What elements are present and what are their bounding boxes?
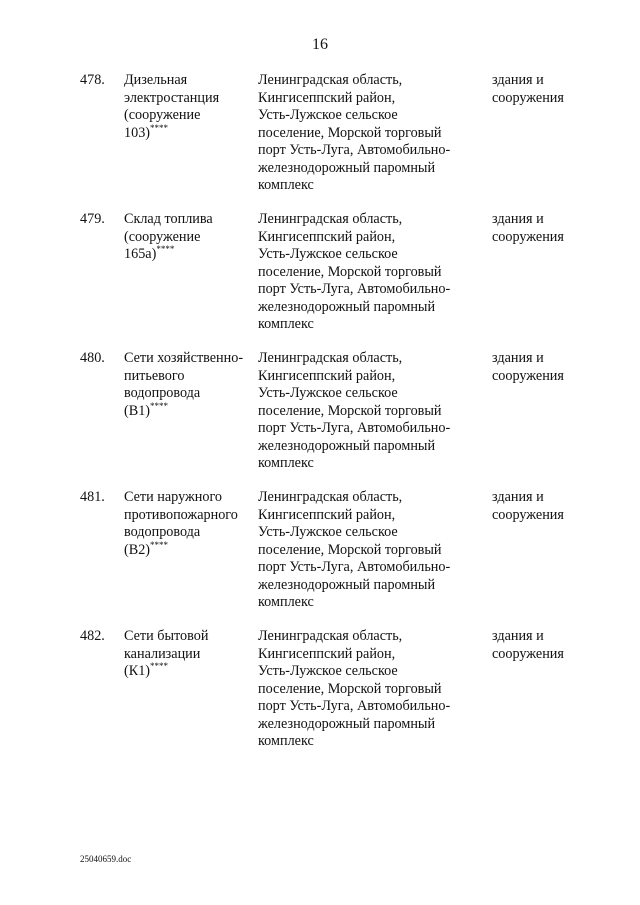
entry-name-text: Дизельная электростанция (сооружение 103) xyxy=(124,72,220,141)
entry-footnote-mark: **** xyxy=(150,400,169,411)
entry-kind: здания и сооружения xyxy=(492,72,564,106)
entry-row xyxy=(80,211,600,350)
entry-footnote-mark: **** xyxy=(150,122,169,133)
entry-kind: здания и сооружения xyxy=(492,350,564,384)
entry-name xyxy=(124,350,256,420)
entry-number: 482. xyxy=(80,628,105,644)
entry-address: Ленинградская область, Кингисеппский район, Усть-Лужское сельское поселение, Морской торговый порт Усть-Луга, Автомобильно- железнодорожный паромный комплекс xyxy=(258,350,451,471)
entry-name xyxy=(124,72,256,142)
entry-footnote-mark: **** xyxy=(156,244,175,254)
entry-row xyxy=(80,489,600,628)
entry-number: 480. xyxy=(80,350,105,366)
entry-name-text: Сети наружного противопожарного водопровода (В2) xyxy=(124,489,238,558)
page-number: 16 xyxy=(312,36,328,53)
entry-name-text: Склад топлива (сооружение 165а) xyxy=(124,211,213,262)
entry-address: Ленинградская область, Кингисеппский район, Усть-Лужское сельское поселение, Морской торговый порт Усть-Луга, Автомобильно- железнодорожный паромный комплекс xyxy=(258,628,451,749)
entry-address: Ленинградская область, Кингисеппский район, Усть-Лужское сельское поселение, Морской торговый порт Усть-Луга, Автомобильно- железнодорожный паромный комплекс xyxy=(258,72,451,193)
entry-address: Ленинградская область, Кингисеппский район, Усть-Лужское сельское поселение, Морской торговый порт Усть-Луга, Автомобильно- железнодорожный паромный комплекс xyxy=(258,211,451,332)
entry-name-text: Сети хозяйственно- питьевого водопровода (В1) xyxy=(124,350,244,419)
entry-address: Ленинградская область, Кингисеппский район, Усть-Лужское сельское поселение, Морской торговый порт Усть-Луга, Автомобильно- железнодорожный паромный комплекс xyxy=(258,489,451,610)
entry-number: 479. xyxy=(80,211,105,227)
entry-footnote-mark: **** xyxy=(150,661,169,671)
entry-row xyxy=(80,628,600,767)
footer-filename: 25040659.doc xyxy=(80,854,132,864)
entry-row xyxy=(80,350,600,489)
entry-name-text: Сети бытовой канализации (К1) xyxy=(124,628,209,679)
entry-number: 478. xyxy=(80,72,105,88)
entry-kind: здания и сооружения xyxy=(492,211,564,245)
entry-kind: здания и сооружения xyxy=(492,489,564,523)
entry-row xyxy=(80,72,600,211)
entry-number: 481. xyxy=(80,489,105,505)
entry-name xyxy=(124,211,256,264)
entry-name xyxy=(124,489,256,559)
entry-footnote-mark: **** xyxy=(150,539,169,550)
entry-kind: здания и сооружения xyxy=(492,628,564,662)
entry-name xyxy=(124,628,256,681)
entries-list xyxy=(80,72,600,767)
